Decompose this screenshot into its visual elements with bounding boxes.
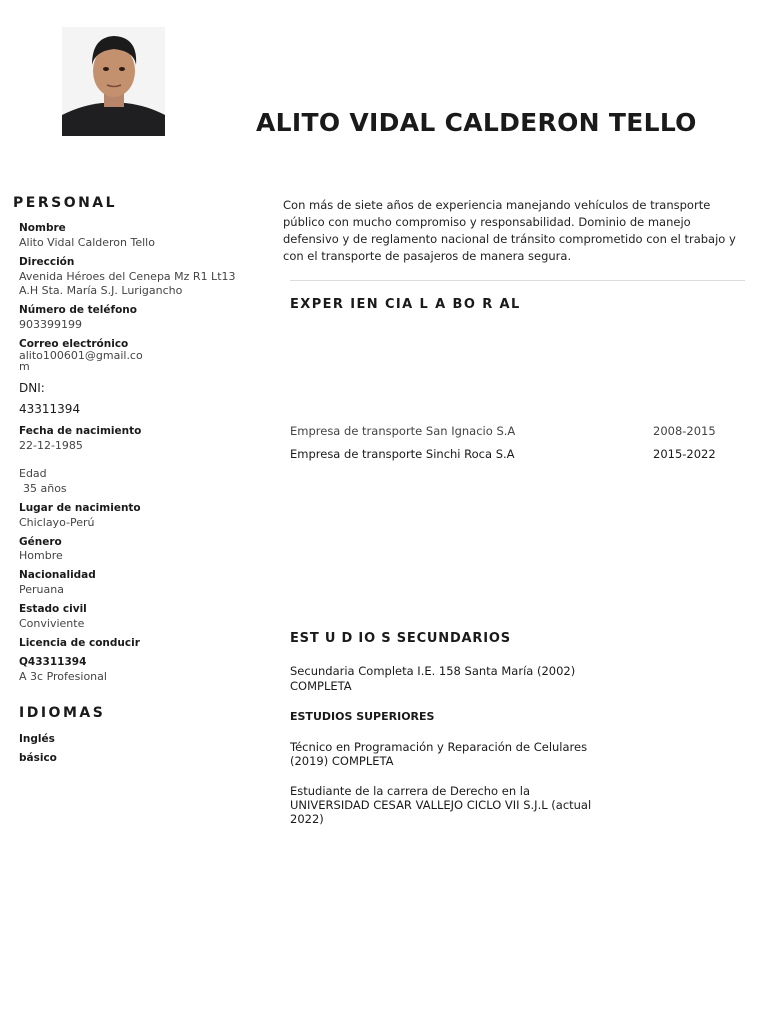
licencia-number: Q43311394 [19,656,87,668]
nacionalidad-label: Nacionalidad [19,569,96,581]
superiores-heading: ESTUDIOS SUPERIORES [290,710,435,723]
section-divider [290,280,745,281]
job-years: 2008-2015 [653,424,716,438]
superior-item2-line1: Estudiante de la carrera de Derecho en la [290,784,531,798]
genero-value: Hombre [19,549,63,562]
superior-item2-line3: 2022) [290,812,324,826]
language-name: Inglés [19,733,55,745]
secundarios-heading: EST U D IO S SECUNDARIOS [290,631,511,646]
idiomas-heading: IDIOMAS [19,705,106,721]
telefono-value: 903399199 [19,318,82,331]
licencia-label: Licencia de conducir [19,637,140,649]
language-level: básico [19,752,57,764]
direccion-label: Dirección [19,256,75,268]
secundaria-line2: COMPLETA [290,679,352,693]
telefono-label: Número de teléfono [19,304,137,316]
nacimiento-value: 22-12-1985 [19,439,83,452]
genero-label: Género [19,536,62,548]
job-company: Empresa de transporte Sinchi Roca S.A [290,447,515,461]
job-years: 2015-2022 [653,447,716,461]
superior-item1-line1: Técnico en Programación y Reparación de Celulares [290,740,588,754]
lugar-label: Lugar de nacimiento [19,502,141,514]
licencia-class: A 3c Profesional [19,670,107,683]
dni-value: 43311394 [19,402,81,416]
superior-item2-line2: UNIVERSIDAD CESAR VALLEJO CICLO VII S.J.L (actual [290,798,592,812]
direccion-line2: A.H Sta. María S.J. Lurigancho [19,284,183,297]
profile-photo [62,27,165,136]
superior-item1-line2: (2019) COMPLETA [290,754,394,768]
experiencia-heading: EXPER IEN CIA L A BO R AL [290,297,521,312]
lugar-value: Chiclayo-Perú [19,516,95,529]
nacionalidad-value: Peruana [19,583,64,596]
estado-civil-value: Conviviente [19,617,85,630]
edad-label: Edad [19,467,47,480]
personal-heading: PERSONAL [13,195,118,211]
correo-label: Correo electrónico [19,338,129,350]
full-name-title: ALITO VIDAL CALDERON TELLO [256,108,697,137]
nombre-value: Alito Vidal Calderon Tello [19,236,155,249]
estado-civil-label: Estado civil [19,603,87,615]
profile-summary: Con más de siete años de experiencia manejando vehículos de transporte público con mucho compromiso y responsabilidad. Dominio de manejo defensivo y de reglamento nacional de tránsito comprometido con el trabajo y con el transporte de pasajeros de manera segura. [283,198,736,263]
nacimiento-label: Fecha de nacimiento [19,425,142,437]
secundaria-line1: Secundaria Completa I.E. 158 Santa María (2002) [290,664,576,678]
correo-line2: m [19,360,30,373]
dni-label: DNI: [19,381,45,395]
correo-line1: alito100601@gmail.co [19,349,143,362]
nombre-label: Nombre [19,222,66,234]
edad-value: 35 años [23,482,67,495]
job-company: Empresa de transporte San Ignacio S.A [290,424,516,438]
direccion-line1: Avenida Héroes del Cenepa Mz R1 Lt13 [19,270,236,283]
